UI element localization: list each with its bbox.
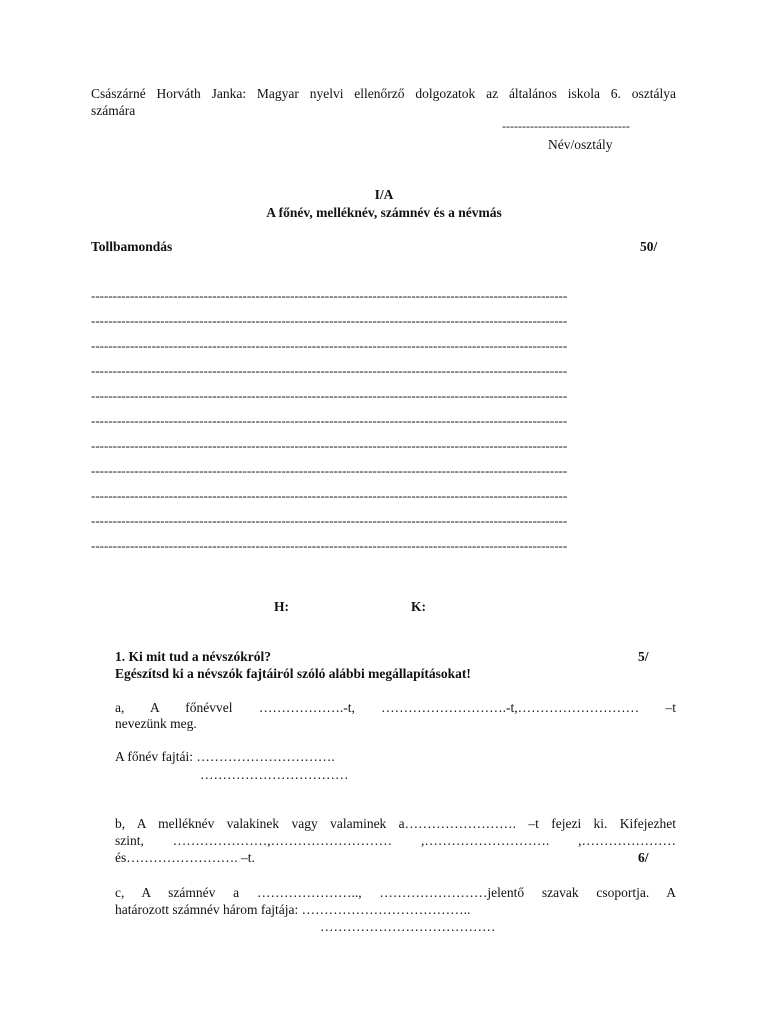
task1-heading: 1. Ki mit tud a névszókról? (115, 649, 272, 664)
dictation-line[interactable]: -------------------------------------------------------------------------------------------------------------- (91, 514, 568, 528)
source-citation-continued: számára (91, 103, 136, 118)
task1-b-score: 6/ (638, 850, 649, 865)
task1-instruction: Egészítsd ki a névszók fajtáiról szóló alábbi megállapításokat! (115, 666, 471, 681)
task1-c-line1: c, A számnév a ………………….., ……………………jelentő szavak csoportja. A (115, 885, 676, 900)
task1-b-line2: szint, …………………,……………………… ,………………………. ,………………… (115, 833, 676, 848)
k-score-label: K: (411, 599, 426, 614)
worksheet-code: I/A (374, 187, 394, 202)
dictation-line[interactable]: -------------------------------------------------------------------------------------------------------------- (91, 364, 568, 378)
name-class-blank: -------------------------------- (502, 119, 630, 133)
task1-noun-types: A főnév fajtái: …………………………. (115, 749, 335, 764)
dictation-line[interactable]: -------------------------------------------------------------------------------------------------------------- (91, 289, 568, 303)
dictation-line[interactable]: -------------------------------------------------------------------------------------------------------------- (91, 389, 568, 403)
dictation-line[interactable]: -------------------------------------------------------------------------------------------------------------- (91, 464, 568, 478)
dictation-line[interactable]: -------------------------------------------------------------------------------------------------------------- (91, 339, 568, 353)
dictation-line[interactable]: -------------------------------------------------------------------------------------------------------------- (91, 439, 568, 453)
name-class-label: Név/osztály (548, 137, 613, 152)
worksheet-title: A főnév, melléknév, számnév és a névmás (266, 205, 502, 220)
task1-a-line2: nevezünk meg. (115, 716, 197, 731)
task1-score: 5/ (638, 649, 649, 664)
task1-a-line1: a, A főnévvel ……………….-t, ……………………….-t,……………………… –t (115, 700, 676, 715)
task1-noun-types-continued: …………………………… (200, 767, 349, 782)
task1-c-line2: határozott számnév három fajtája: ……………………………….. (115, 902, 471, 917)
source-citation: Császárné Horváth Janka: Magyar nyelvi ellenőrző dolgozatok az általános iskola 6. osztálya (91, 86, 676, 101)
dictation-line[interactable]: -------------------------------------------------------------------------------------------------------------- (91, 489, 568, 503)
task1-b-line3: és……………………. –t. (115, 850, 255, 865)
dictation-label: Tollbamondás (91, 239, 173, 254)
dictation-score: 50/ (640, 239, 658, 254)
h-score-label: H: (274, 599, 289, 614)
dictation-line[interactable]: -------------------------------------------------------------------------------------------------------------- (91, 414, 568, 428)
dictation-line[interactable]: -------------------------------------------------------------------------------------------------------------- (91, 314, 568, 328)
task1-b-line1: b, A melléknév valakinek vagy valaminek a……………………. –t fejezi ki. Kifejezhet (115, 816, 676, 831)
dictation-line[interactable]: -------------------------------------------------------------------------------------------------------------- (91, 539, 568, 553)
task1-c-line3: ………………………………… (320, 919, 496, 934)
